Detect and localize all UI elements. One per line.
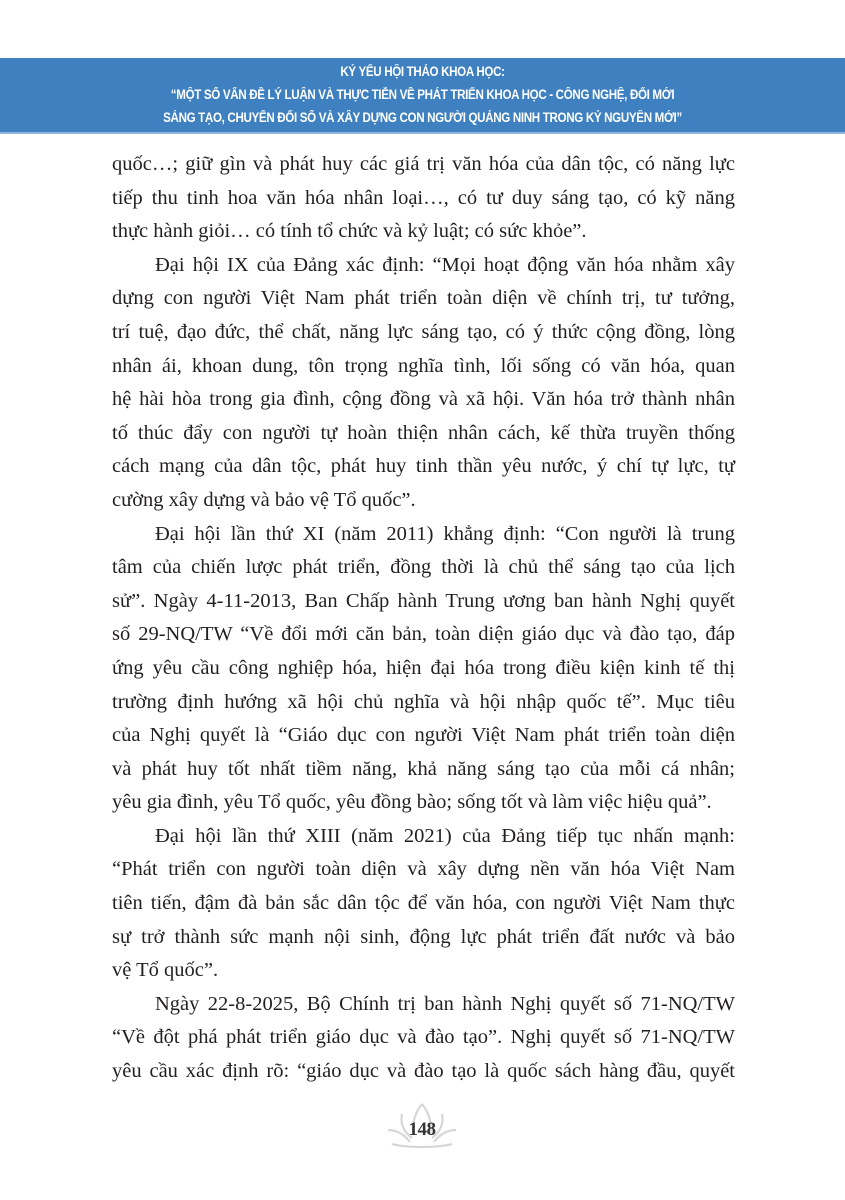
text-line: của Nghị quyết là “Giáo dục con người Việt Nam phát triển toàn diện — [112, 724, 735, 747]
text-line: tiếp thu tinh hoa văn hóa nhân loại…, có tư duy sáng tạo, có kỹ năng — [112, 186, 735, 209]
text-line: hệ hài hòa trong gia đình, cộng đồng và xã hội. Văn hóa trở thành nhân — [112, 388, 735, 411]
header-title: KỶ YẾU HỘI THẢO KHOA HỌC: — [340, 64, 505, 79]
text-line: sử”. Ngày 4-11-2013, Ban Chấp hành Trung ương ban hành Nghị quyết — [112, 589, 735, 612]
text-line: yêu cầu xác định rõ: “giáo dục và đào tạo là quốc sách hàng đầu, quyết — [112, 1060, 735, 1083]
text-line: quốc…; giữ gìn và phát huy các giá trị văn hóa của dân tộc, có năng lực — [112, 153, 735, 175]
text-line: cách mạng của dân tộc, phát huy tinh thần yêu nước, ý chí tự lực, tự — [112, 455, 735, 478]
paragraph-first-line: Đại hội IX của Đảng xác định: “Mọi hoạt động văn hóa nhằm xây — [155, 253, 735, 276]
text-line: thực hành giỏi… có tính tổ chức và kỷ luật; có sức khỏe”. — [112, 220, 587, 243]
paragraph-first-line: Ngày 22-8-2025, Bộ Chính trị ban hành Nghị quyết số 71-NQ/TW — [155, 992, 735, 1015]
header-subtitle-line-1: “MỘT SỐ VẤN ĐỀ LÝ LUẬN VÀ THỰC TIỄN VỀ PHÁT TRIỂN KHOA HỌC - CÔNG NGHỆ, ĐỔI MỚI — [170, 87, 675, 102]
text-line: tiên tiến, đậm đà bản sắc dân tộc để văn hóa, con người Việt Nam thực — [112, 892, 735, 915]
text-line: trí tuệ, đạo đức, thể chất, năng lực sáng tạo, có ý thức cộng đồng, lòng — [112, 320, 735, 343]
text-line: trường định hướng xã hội chủ nghĩa và hội nhập quốc tế”. Mục tiêu — [112, 690, 735, 713]
header-subtitle-line-2: SÁNG TẠO, CHUYỂN ĐỔI SỐ VÀ XÂY DỰNG CON NGƯỜI QUẢNG NINH TRONG KỶ NGUYÊN MỚI” — [163, 110, 682, 125]
text-line: số 29-NQ/TW “Về đổi mới căn bản, toàn diện giáo dục và đào tạo, đáp — [112, 623, 735, 646]
body-text — [112, 148, 735, 1089]
text-line: tâm của chiến lược phát triển, đồng thời là chủ thể sáng tạo của lịch — [112, 556, 735, 579]
text-line: “Phát triển con người toàn diện và xây dựng nền văn hóa Việt Nam — [112, 858, 735, 881]
text-line: “Về đột phá phát triển giáo dục và đào tạo”. Nghị quyết số 71-NQ/TW — [112, 1026, 735, 1049]
text-line: dựng con người Việt Nam phát triển toàn diện về chính trị, tư tưởng, — [112, 287, 735, 310]
text-line: vệ Tổ quốc”. — [112, 959, 219, 982]
text-line: tố thúc đẩy con người tự hoàn thiện nhân cách, kế thừa truyền thống — [112, 421, 735, 444]
text-line: nhân ái, khoan dung, tôn trọng nghĩa tình, lối sống có văn hóa, quan — [112, 354, 735, 377]
page-number: 148 — [408, 1119, 436, 1140]
text-line: ứng yêu cầu công nghiệp hóa, hiện đại hóa trong điều kiện kinh tế thị — [112, 656, 735, 679]
text-line: cường xây dựng và bảo vệ Tổ quốc”. — [112, 488, 416, 511]
header-banner — [0, 58, 845, 134]
text-line: và phát huy tốt nhất tiềm năng, khả năng sáng tạo của mỗi cá nhân; — [112, 757, 735, 780]
paragraph-first-line: Đại hội lần thứ XIII (năm 2021) của Đảng tiếp tục nhấn mạnh: — [155, 824, 735, 847]
page-footer — [372, 1100, 472, 1152]
paragraph-first-line: Đại hội lần thứ XI (năm 2011) khẳng định: “Con người là trung — [155, 522, 735, 545]
text-line: sự trở thành sức mạnh nội sinh, động lực phát triển đất nước và bảo — [112, 925, 735, 948]
text-line: yêu gia đình, yêu Tổ quốc, yêu đồng bào; sống tốt và làm việc hiệu quả”. — [112, 791, 712, 814]
